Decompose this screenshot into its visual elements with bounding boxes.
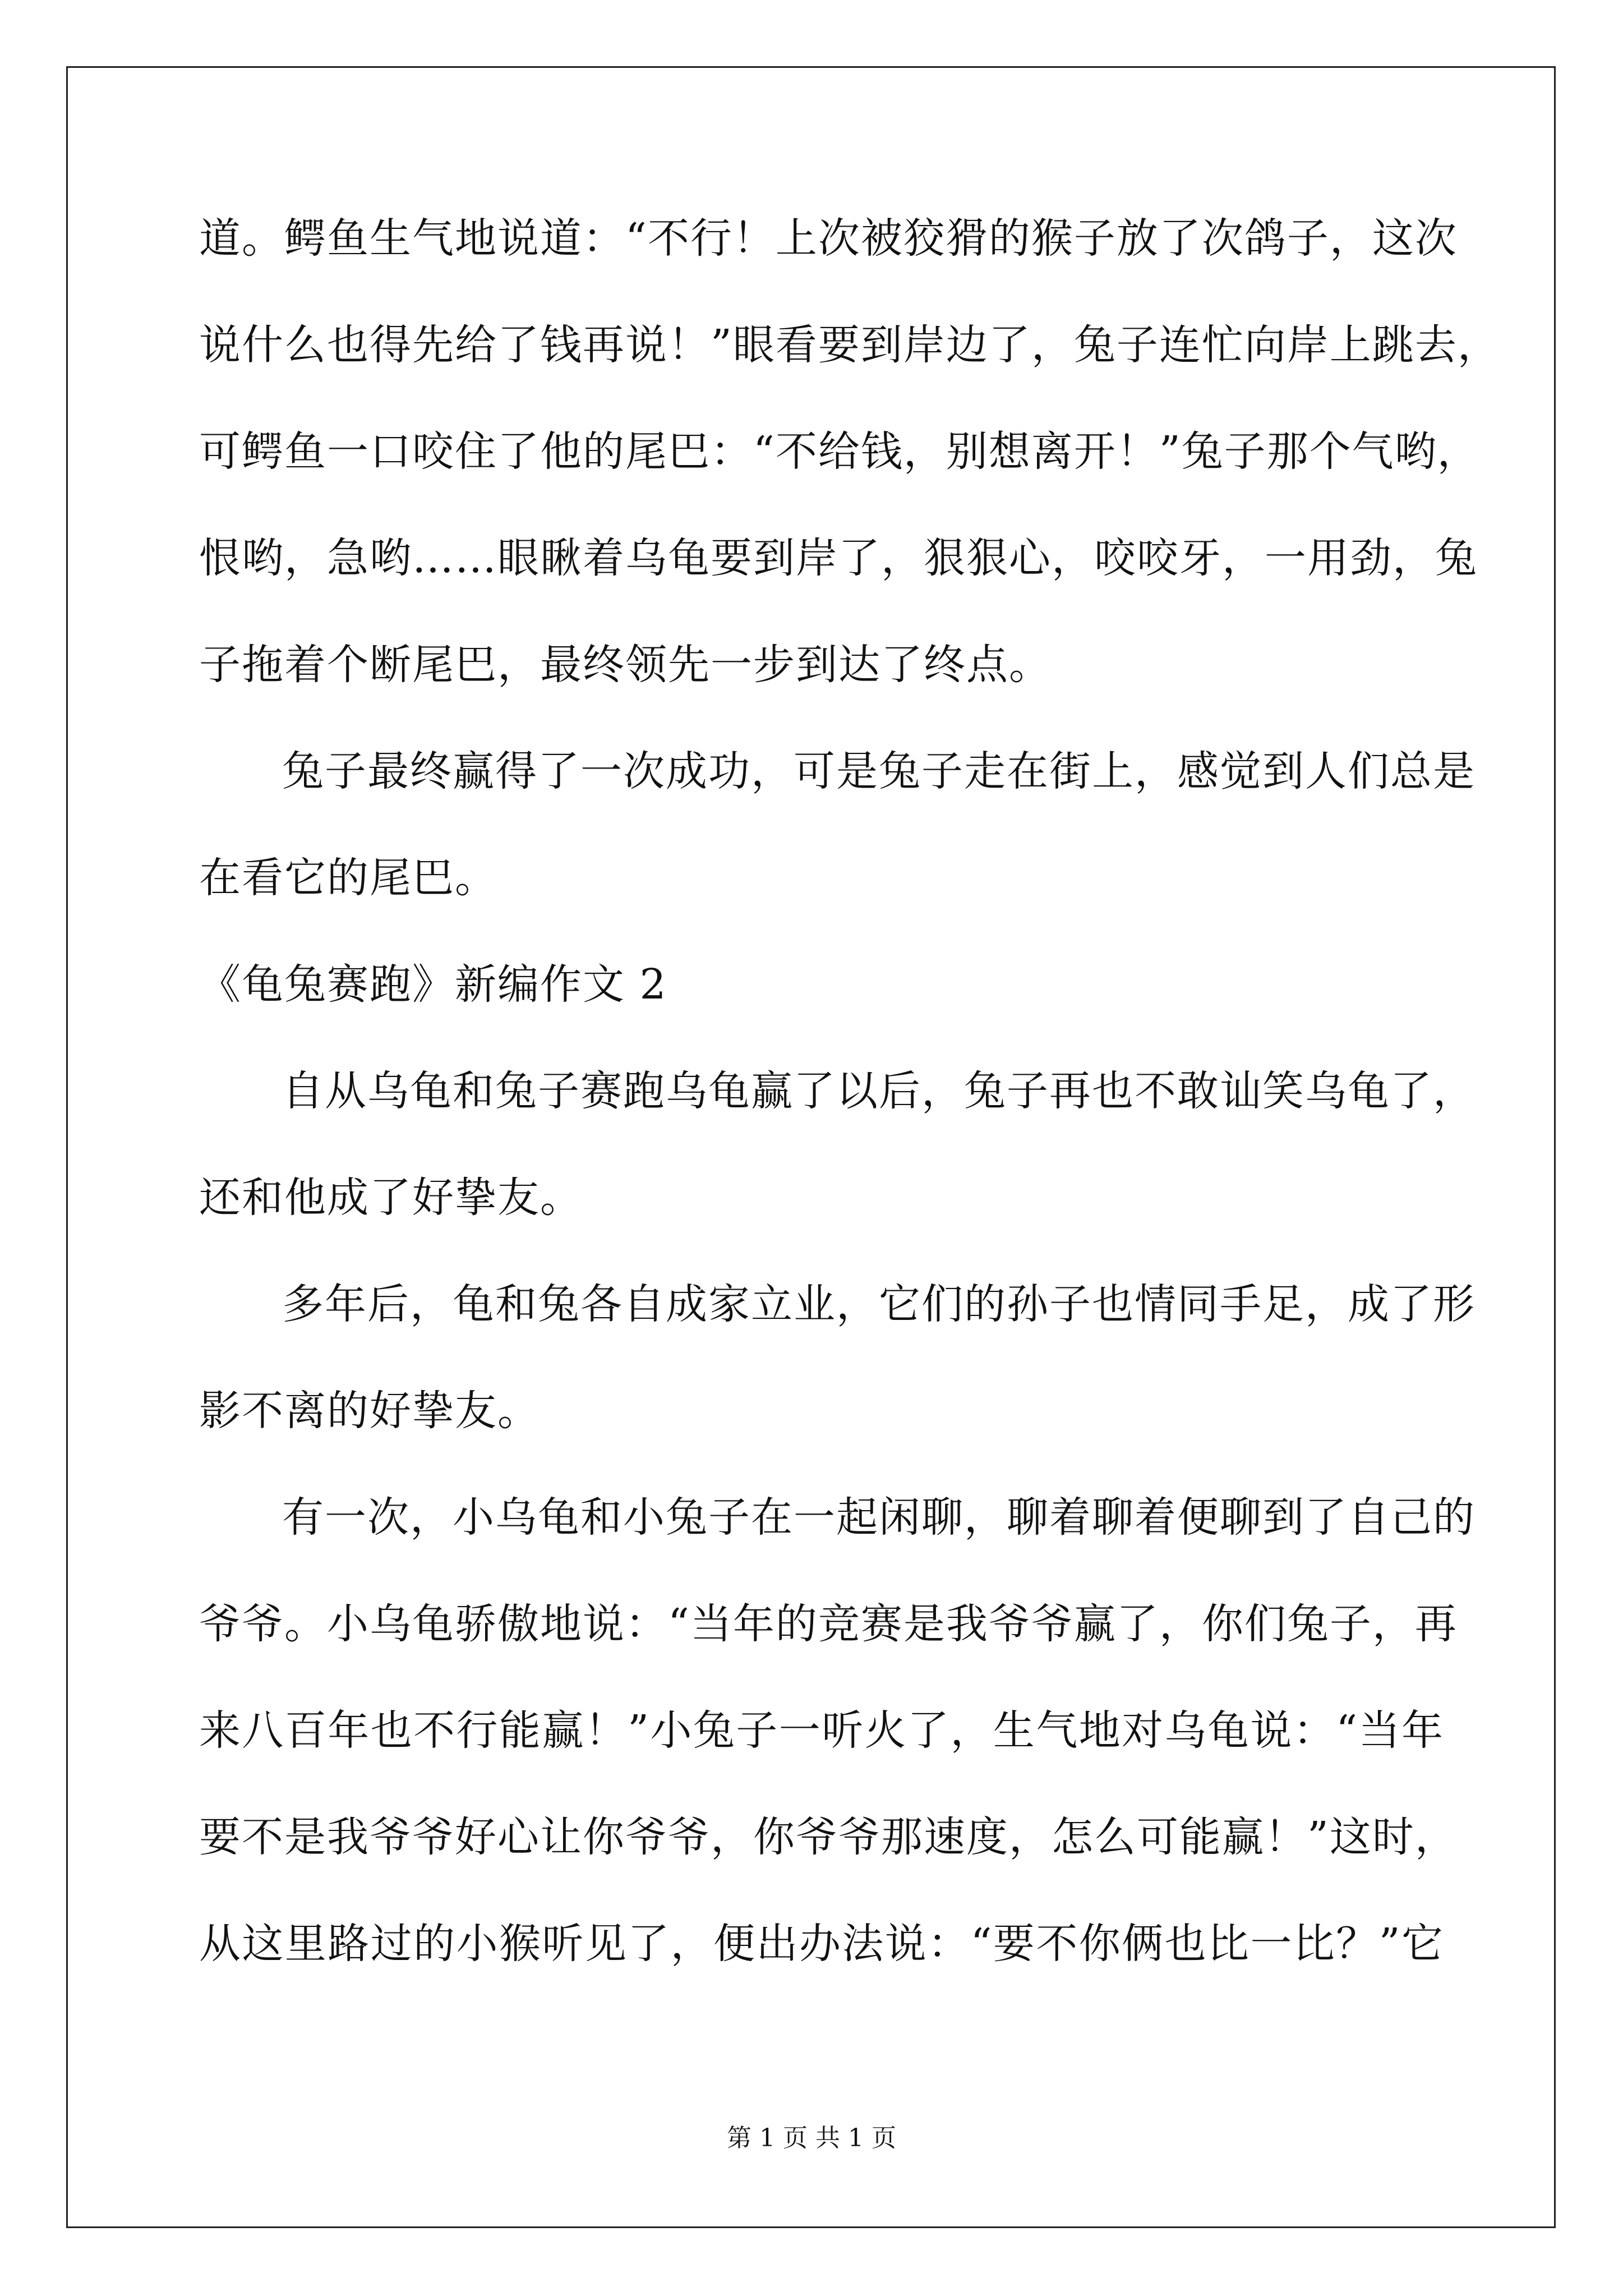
paragraph-start-line: 自从乌龟和兔子赛跑乌龟赢了以后，兔子再也不敢讪笑乌龟了， <box>282 1067 1476 1115</box>
text-line: 道。鳄鱼生气地说道：“不行！上次被狡猾的猴子放了次鸽子，这次 <box>199 214 1458 263</box>
text-line: 爷爷。小乌龟骄傲地说：“当年的竞赛是我爷爷赢了，你们兔子，再 <box>199 1600 1458 1648</box>
text-line: 影不离的好挚友。 <box>199 1387 540 1435</box>
text-line: 恨哟，急哟……眼瞅着乌龟要到岸了，狠狠心，咬咬牙，一用劲，兔 <box>199 534 1478 582</box>
text-line: 在看它的尾巴。 <box>199 854 497 902</box>
page-number-footer: 第 1 页 共 1 页 <box>727 2124 896 2152</box>
paragraph-start-line: 兔子最终赢得了一次成功，可是兔子走在街上，感觉到人们总是 <box>282 747 1476 795</box>
text-line: 子拖着个断尾巴，最终领先一步到达了终点。 <box>199 641 1052 689</box>
text-line: 说什么也得先给了钱再说！”眼看要到岸边了，兔子连忙向岸上跳去， <box>199 321 1500 369</box>
paragraph-start-line: 多年后，龟和兔各自成家立业，它们的孙子也情同手足，成了形 <box>282 1280 1476 1328</box>
section-heading: 《龟兔赛跑》新编作文 2 <box>199 960 667 1009</box>
text-line: 要不是我爷爷好心让你爷爷，你爷爷那速度，怎么可能赢！”这时， <box>199 1813 1458 1861</box>
page-border <box>66 66 1556 2228</box>
text-line: 从这里路过的小猴听见了，便出办法说：“要不你俩也比一比？”它 <box>199 1920 1444 1968</box>
text-line: 可鳄鱼一口咬住了他的尾巴：“不给钱，别想离开！”兔子那个气哟， <box>199 427 1480 476</box>
text-line: 还和他成了好挚友。 <box>199 1174 583 1222</box>
text-line: 来八百年也不行能赢！”小兔子一听火了，生气地对乌龟说：“当年 <box>199 1706 1444 1755</box>
paragraph-start-line: 有一次，小乌龟和小兔子在一起闲聊，聊着聊着便聊到了自己的 <box>282 1493 1476 1542</box>
